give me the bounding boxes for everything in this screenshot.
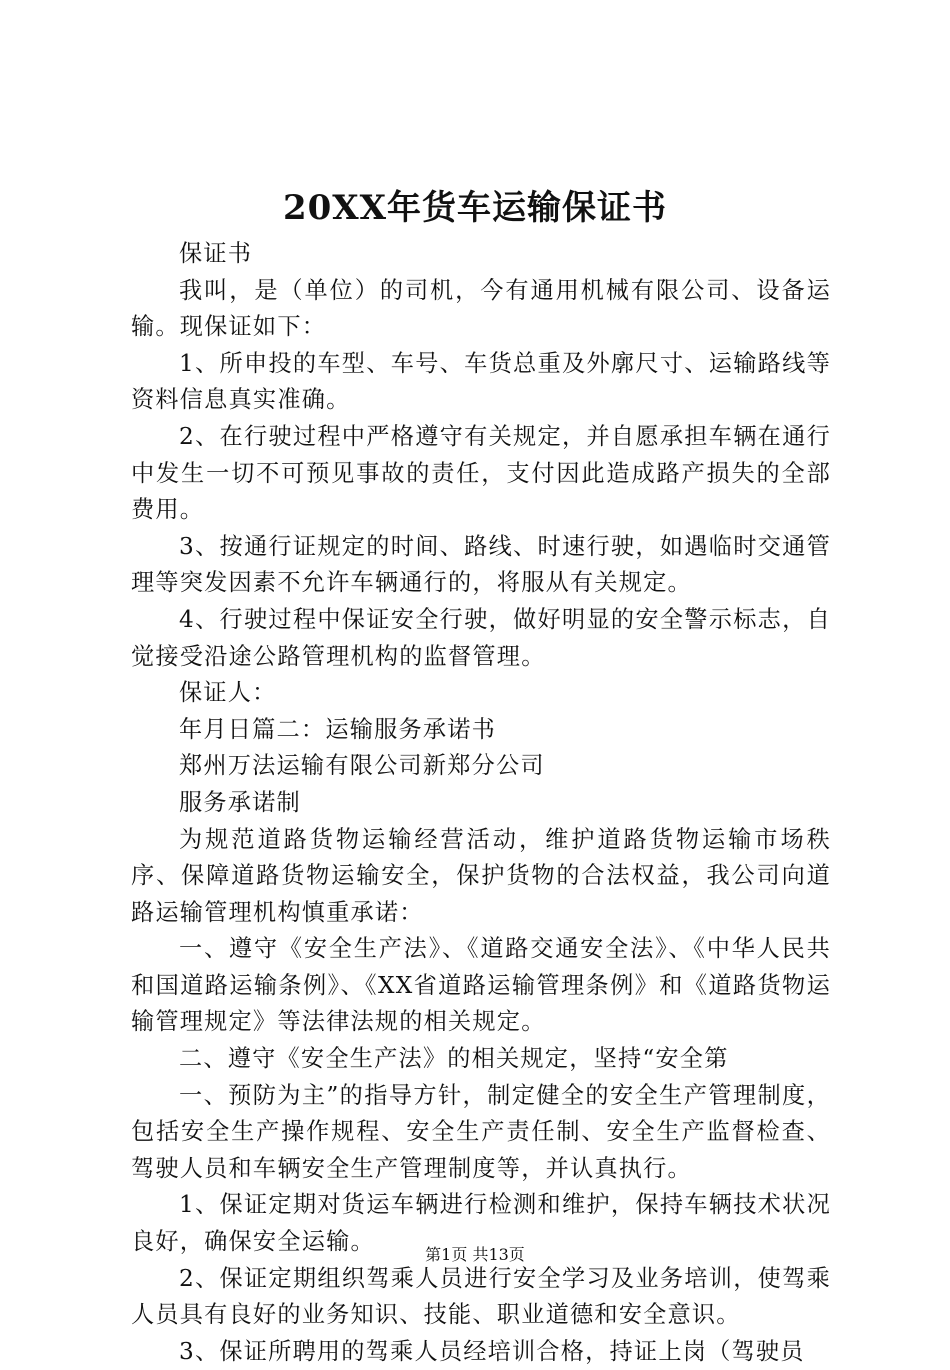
paragraph: 年月日篇二：运输服务承诺书 <box>179 715 497 743</box>
paragraph: 郑州万法运输有限公司新郑分公司 <box>179 752 545 780</box>
paragraph: 一、遵守《安全生产法》、《道路交通安全法》、《中华人民共和国道路运输条例》、《XX省道路运输管理条例》和《道路货物运输管理规定》等法律法规的相关规定。 <box>131 935 831 1036</box>
paragraph: 我叫，是（单位）的司机，今有通用机械有限公司、设备运输。现保证如下： <box>131 276 831 341</box>
paragraph: 1、所申投的车型、车号、车货总重及外廓尺寸、运输路线等资料信息真实准确。 <box>131 349 831 414</box>
document-title: 20XX年货车运输保证书 <box>282 188 668 228</box>
page-footer: 第1页 共13页 <box>425 1245 525 1264</box>
paragraph: 2、保证定期组织驾乘人员进行安全学习及业务培训，使驾乘人员具有良好的业务知识、技能、职业道德和安全意识。 <box>131 1264 831 1329</box>
paragraph: 3、按通行证规定的时间、路线、时速行驶，如遇临时交通管理等突发因素不允许车辆通行的，将服从有关规定。 <box>131 532 831 597</box>
paragraph: 保证人： <box>179 679 277 707</box>
paragraph: 一、预防为主”的指导方针，制定健全的安全生产管理制度，包括安全生产操作规程、安全生产责任制、安全生产监督检查、驾驶人员和车辆安全生产管理制度等，并认真执行。 <box>131 1081 831 1182</box>
paragraph: 3、保证所聘用的驾乘人员经培训合格，持证上岗（驾驶员 <box>179 1337 805 1365</box>
paragraph: 为规范道路货物运输经营活动，维护道路货物运输市场秩序、保障道路货物运输安全，保护货物的合法权益，我公司向道路运输管理机构慎重承诺： <box>131 825 831 926</box>
paragraph: 1、保证定期对货运车辆进行检测和维护，保持车辆技术状况良好，确保安全运输。 <box>131 1191 831 1256</box>
paragraph: 保证书 <box>179 240 253 267</box>
paragraph: 4、行驶过程中保证安全行驶，做好明显的安全警示标志，自觉接受沿途公路管理机构的监督管理。 <box>131 605 831 670</box>
document-body <box>131 236 831 1370</box>
paragraph: 服务承诺制 <box>179 788 301 816</box>
paragraph: 二、遵守《安全生产法》的相关规定，坚持“安全第 <box>179 1045 729 1073</box>
paragraph: 2、在行驶过程中严格遵守有关规定，并自愿承担车辆在通行中发生一切不可预见事故的责任，支付因此造成路产损失的全部费用。 <box>131 422 831 524</box>
